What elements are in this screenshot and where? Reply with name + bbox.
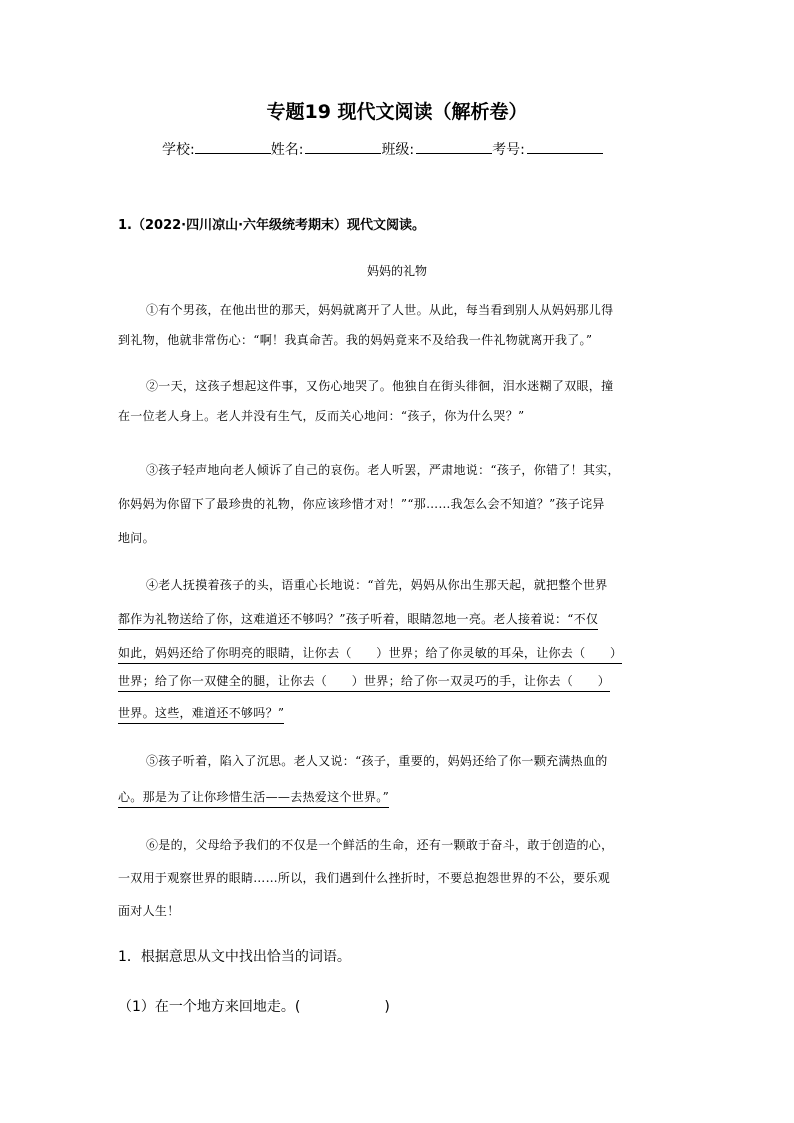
question-heading: 1.（2022·四川凉山·六年级统考期末）现代文阅读。 [118, 218, 426, 233]
p4-line-4: 世界；给了你一双健全的腿，让你去（ ）世界；给了你一双灵巧的手，让你去（ ） [118, 672, 610, 692]
p3-line-2: 你妈妈为你留下了最珍贵的礼物，你应该珍惜才对！”“那……我怎么会不知道？”孩子诧异 [118, 497, 605, 511]
name-label: 姓名: [270, 142, 304, 158]
number-blank[interactable] [527, 139, 603, 154]
p2-line-2: 在一位老人身上。老人并没有生气，反而关心地问：“孩子，你为什么哭？” [118, 409, 525, 423]
name-blank[interactable] [305, 139, 381, 154]
story-title: 妈妈的礼物 [366, 264, 427, 278]
class-blank[interactable] [416, 139, 492, 154]
p6-line-2: 一双用于观察世界的眼睛……所以，我们遇到什么挫折时，不要总抱怨世界的不公，要乐观 [118, 871, 611, 885]
document-title: 专题19 现代文阅读（解析卷） [266, 101, 528, 123]
p4-line-5: 世界。这些，难道还不够吗？” [118, 704, 284, 724]
student-info-fields [162, 139, 603, 159]
p5-line-1: ⑤孩子听着，陷入了沉思。老人又说：“孩子，重要的，妈妈还给了你一颗充满热血的 [146, 754, 608, 768]
p4-line-2: 都作为礼物送给了你，这难道还不够吗？”孩子听着，眼睛忽地一亮。老人接着说：“不仅 [118, 610, 598, 630]
p6-line-1: ⑥是的，父母给予我们的不仅是一个鲜活的生命，还有一颗敢于奋斗，敢于创造的心， [146, 838, 614, 852]
school-blank[interactable] [195, 139, 271, 154]
p2-line-1: ②一天，这孩子想起这件事，又伤心地哭了。他独自在街头徘徊，泪水迷糊了双眼，撞 [146, 379, 614, 393]
p4-line-3: 如此，妈妈还给了你明亮的眼睛，让你去（ ）世界；给了你灵敏的耳朵，让你去（ ） [118, 644, 622, 664]
school-label: 学校: [162, 142, 195, 158]
p3-line-1: ③孩子轻声地向老人倾诉了自己的哀伤。老人听罢，严肃地说：“孩子，你错了！其实， [146, 463, 620, 477]
p1-line-2: 到礼物，他就非常伤心：“啊！我真命苦。我的妈妈竟来不及给我一件礼物就离开我了。” [118, 333, 593, 347]
p4-line-1: ④老人抚摸着孩子的头，语重心长地说：“首先，妈妈从你出生那天起，就把整个世界 [146, 578, 608, 592]
p5-line-2: 心。那是为了让你珍惜生活——去热爱这个世界。” [118, 788, 389, 808]
p6-line-3: 面对人生！ [118, 904, 180, 918]
number-label: 考号: [492, 142, 525, 158]
sub-question-1-1: （1）在一个地方来回地走。( ) [118, 999, 390, 1015]
class-label: 班级: [381, 142, 415, 158]
p1-line-1: ①有个男孩，在他出世的那天，妈妈就离开了人世。从此，每当看到别人从妈妈那儿得 [146, 303, 614, 317]
sub-question-1: 1．根据意思从文中找出恰当的词语。 [118, 949, 351, 965]
p3-line-3: 地问。 [118, 531, 155, 545]
